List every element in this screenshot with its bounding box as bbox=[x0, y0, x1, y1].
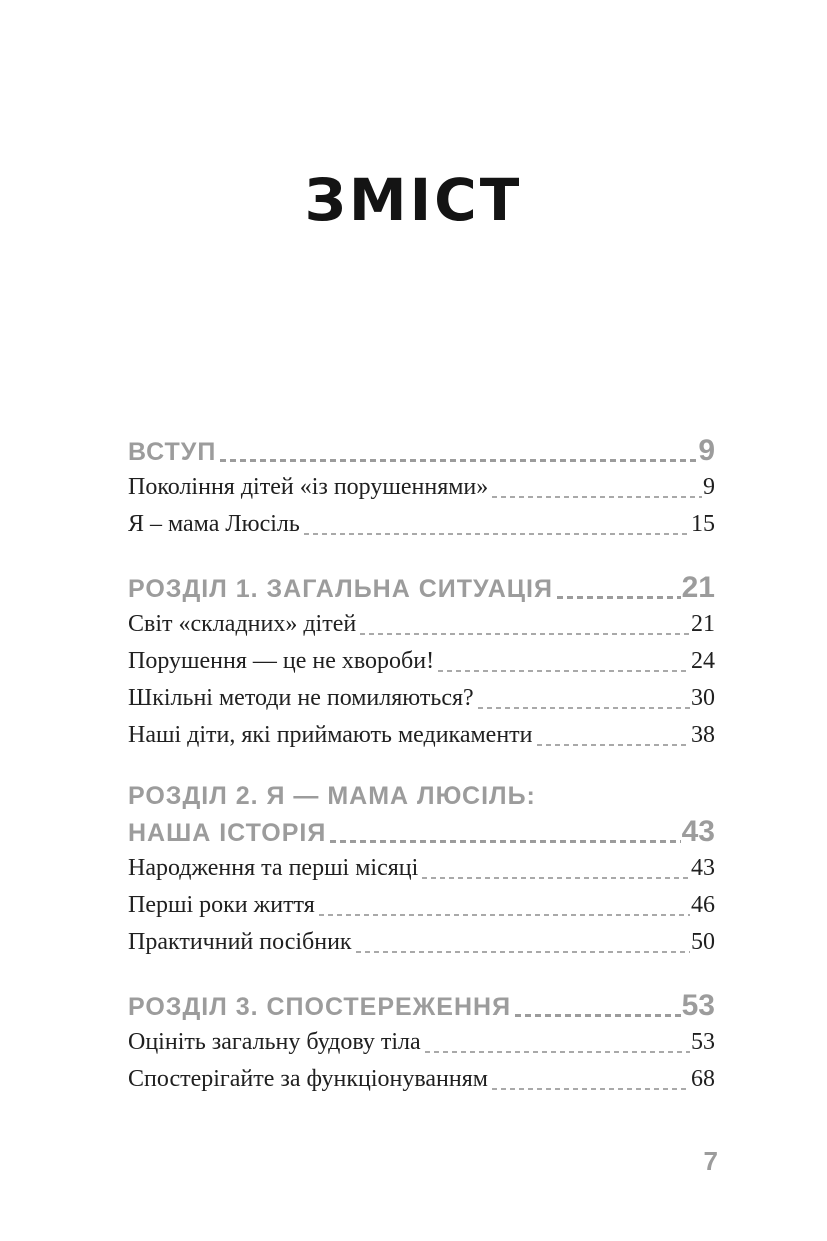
toc-entry-row bbox=[128, 680, 715, 717]
toc-heading-row-line1 bbox=[128, 780, 715, 813]
toc-entry-label: Шкільні методи не помиляються? bbox=[128, 685, 474, 711]
dotted-leader bbox=[330, 840, 680, 843]
toc-entry-row bbox=[128, 606, 715, 643]
toc-section-rozdil-3 bbox=[128, 987, 715, 1098]
toc-entry-row bbox=[128, 469, 715, 506]
toc-entry-label: Покоління дітей «із порушеннями» bbox=[128, 474, 489, 500]
toc-heading-page-number: 9 bbox=[698, 434, 715, 467]
dotted-leader bbox=[319, 914, 690, 916]
toc-entry-label: Спостерігайте за функціонуванням bbox=[128, 1066, 488, 1092]
dotted-leader bbox=[422, 877, 690, 879]
toc-section-rozdil-2 bbox=[128, 780, 715, 961]
toc-heading-page-number: 43 bbox=[681, 815, 715, 848]
toc-entry-row bbox=[128, 924, 715, 961]
toc-entry-row bbox=[128, 1061, 715, 1098]
dotted-leader bbox=[492, 496, 702, 498]
dotted-leader bbox=[492, 1088, 690, 1090]
toc-entry-page-number: 38 bbox=[691, 722, 715, 748]
toc-heading-page-number: 21 bbox=[681, 571, 715, 604]
toc-entry-page-number: 9 bbox=[703, 474, 715, 500]
toc-entry-row bbox=[128, 506, 715, 543]
toc-heading-row bbox=[128, 432, 715, 469]
toc-heading-label: НАША ІСТОРІЯ bbox=[128, 819, 327, 847]
dotted-leader bbox=[478, 707, 690, 709]
dotted-leader bbox=[220, 459, 697, 462]
toc-entry-label: Порушення — це не хвороби! bbox=[128, 648, 435, 674]
dotted-leader bbox=[304, 533, 690, 535]
toc-entry-row bbox=[128, 887, 715, 924]
toc-heading-row bbox=[128, 987, 715, 1024]
toc-entry-row bbox=[128, 717, 715, 754]
page-title: ЗМІСТ bbox=[304, 166, 523, 234]
toc-section-vstup bbox=[128, 432, 715, 543]
toc-entry-label: Практичний посібник bbox=[128, 929, 352, 955]
toc-heading-label: РОЗДІЛ 3. СПОСТЕРЕЖЕННЯ bbox=[128, 993, 512, 1021]
toc-entry-label: Перші роки життя bbox=[128, 892, 315, 918]
toc-entry-label: Оцініть загальну будову тіла bbox=[128, 1029, 421, 1055]
toc-entry-row bbox=[128, 643, 715, 680]
dotted-leader bbox=[438, 670, 690, 672]
dotted-leader bbox=[356, 951, 690, 953]
toc-entry-row bbox=[128, 850, 715, 887]
dotted-leader bbox=[425, 1051, 690, 1053]
toc-entry-page-number: 50 bbox=[691, 929, 715, 955]
toc-entry-label: Наші діти, які приймають медикаменти bbox=[128, 722, 533, 748]
toc-entry-page-number: 24 bbox=[691, 648, 715, 674]
toc-section-rozdil-1 bbox=[128, 569, 715, 754]
toc-heading-label: ВСТУП bbox=[128, 438, 217, 466]
dotted-leader bbox=[557, 596, 681, 599]
toc-entry-page-number: 21 bbox=[691, 611, 715, 637]
dotted-leader bbox=[360, 633, 690, 635]
toc-heading-row bbox=[128, 569, 715, 606]
toc-entry-page-number: 15 bbox=[691, 511, 715, 537]
toc-heading-page-number: 53 bbox=[681, 989, 715, 1022]
toc-entry-page-number: 53 bbox=[691, 1029, 715, 1055]
toc-heading-label: РОЗДІЛ 2. Я — МАМА ЛЮСІЛЬ: bbox=[128, 782, 536, 810]
toc-entry-label: Світ «складних» дітей bbox=[128, 611, 357, 637]
toc-entry-row bbox=[128, 1024, 715, 1061]
toc-entry-page-number: 46 bbox=[691, 892, 715, 918]
table-of-contents bbox=[128, 432, 715, 1098]
folio-page-number: 7 bbox=[703, 1146, 718, 1176]
toc-entry-page-number: 43 bbox=[691, 855, 715, 881]
toc-entry-page-number: 68 bbox=[691, 1066, 715, 1092]
toc-entry-label: Народження та перші місяці bbox=[128, 855, 419, 881]
dotted-leader bbox=[537, 744, 690, 746]
toc-entry-page-number: 30 bbox=[691, 685, 715, 711]
toc-heading-row-line2 bbox=[128, 813, 715, 850]
toc-heading-label: РОЗДІЛ 1. ЗАГАЛЬНА СИТУАЦІЯ bbox=[128, 575, 553, 603]
dotted-leader bbox=[515, 1014, 681, 1017]
toc-entry-label: Я – мама Люсіль bbox=[128, 511, 300, 537]
